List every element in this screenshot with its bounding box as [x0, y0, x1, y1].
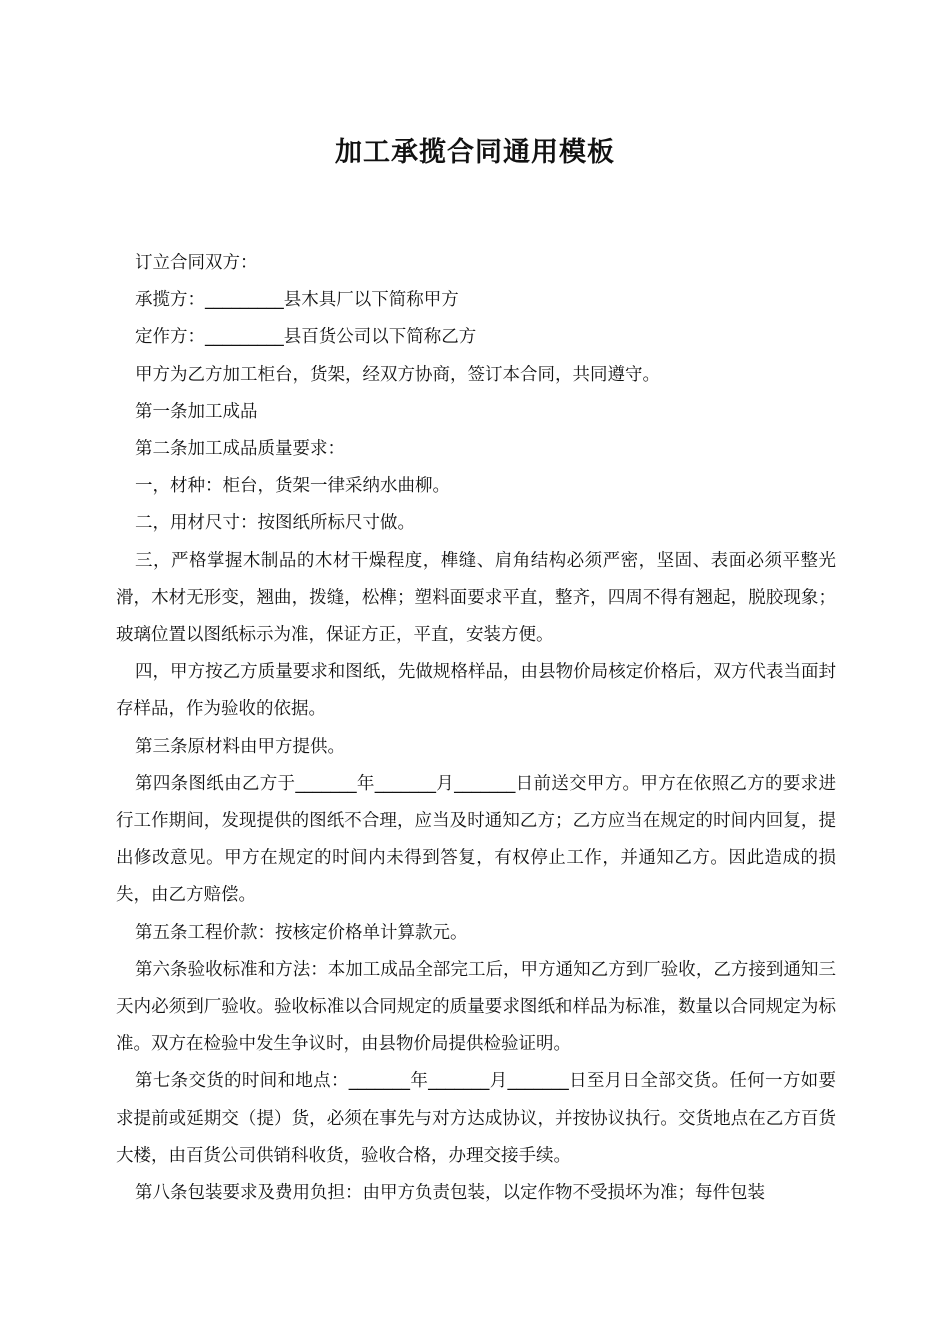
- paragraph-article-2: 第二条加工成品质量要求：: [135, 439, 345, 460]
- paragraph-article-3: 第三条原材料由甲方提供。: [135, 736, 345, 757]
- paragraph-article-2-item-2: 二，用材尺寸：按图纸所标尺寸做。: [135, 513, 415, 534]
- paragraph-client: 定作方：_________县百货公司以下简称乙方: [135, 327, 477, 348]
- paragraph-article-6: 第六条验收标准和方法：本加工成品全部完工后，甲方通知乙方到厂验收，乙方接到通知三天内必须到厂验收。验收标准以合同规定的质量要求图纸和样品为标准，数量以合同规定为标准。双方在检验中发生争议时，由县物价局提供检验证明。: [116, 959, 836, 1055]
- paragraph-article-2-item-4: 四，甲方按乙方质量要求和图纸，先做规格样品，由县物价局核定价格后，双方代表当面封存样品，作为验收的依据。: [116, 662, 836, 720]
- paragraph-preamble: 甲方为乙方加工柜台，货架，经双方协商，签订本合同，共同遵守。: [135, 364, 660, 385]
- document-title: 加工承揽合同通用模板: [335, 137, 615, 168]
- paragraph-article-7: 第七条交货的时间和地点：_______年_______月_______日至月日全部交货。任何一方如要求提前或延期交（提）货，必须在事先与对方达成协议，并按协议执行。交货地点在乙方百货大楼，由百货公司供销科收货，验收合格，办理交接手续。: [116, 1071, 836, 1166]
- paragraph-article-8: 第八条包装要求及费用负担：由甲方负责包装，以定作物不受损坏为准；每件包装: [135, 1183, 765, 1204]
- paragraph-article-4: 第四条图纸由乙方于_______年_______月_______日前送交甲方。甲方在依照乙方的要求进行工作期间，发现提供的图纸不合理，应当及时通知乙方；乙方应当在规定的时间内回复，提出修改意见。甲方在规定的时间内未得到答复，有权停止工作，并通知乙方。因此造成的损失，由乙方赔偿。: [116, 773, 836, 906]
- paragraph-parties-heading: 订立合同双方：: [135, 253, 258, 273]
- paragraph-contractor: 承揽方：_________县木具厂以下简称甲方: [135, 290, 459, 311]
- document-body: [116, 245, 836, 1212]
- paragraph-article-2-item-1: 一，材种：柜台，货架一律采纳水曲柳。: [135, 476, 450, 497]
- paragraph-article-1: 第一条加工成品: [135, 401, 258, 422]
- paragraph-article-2-item-3: 三，严格掌握木制品的木材干燥程度，榫缝、肩角结构必须严密，坚固、表面必须平整光滑，木材无形变，翘曲，拨缝，松榫；塑料面要求平直，整齐，四周不得有翘起，脱胶现象；玻璃位置以图纸标示为准，保证方正，平直，安装方便。: [116, 550, 836, 646]
- paragraph-article-5: 第五条工程价款：按核定价格单计算款元。: [135, 922, 468, 943]
